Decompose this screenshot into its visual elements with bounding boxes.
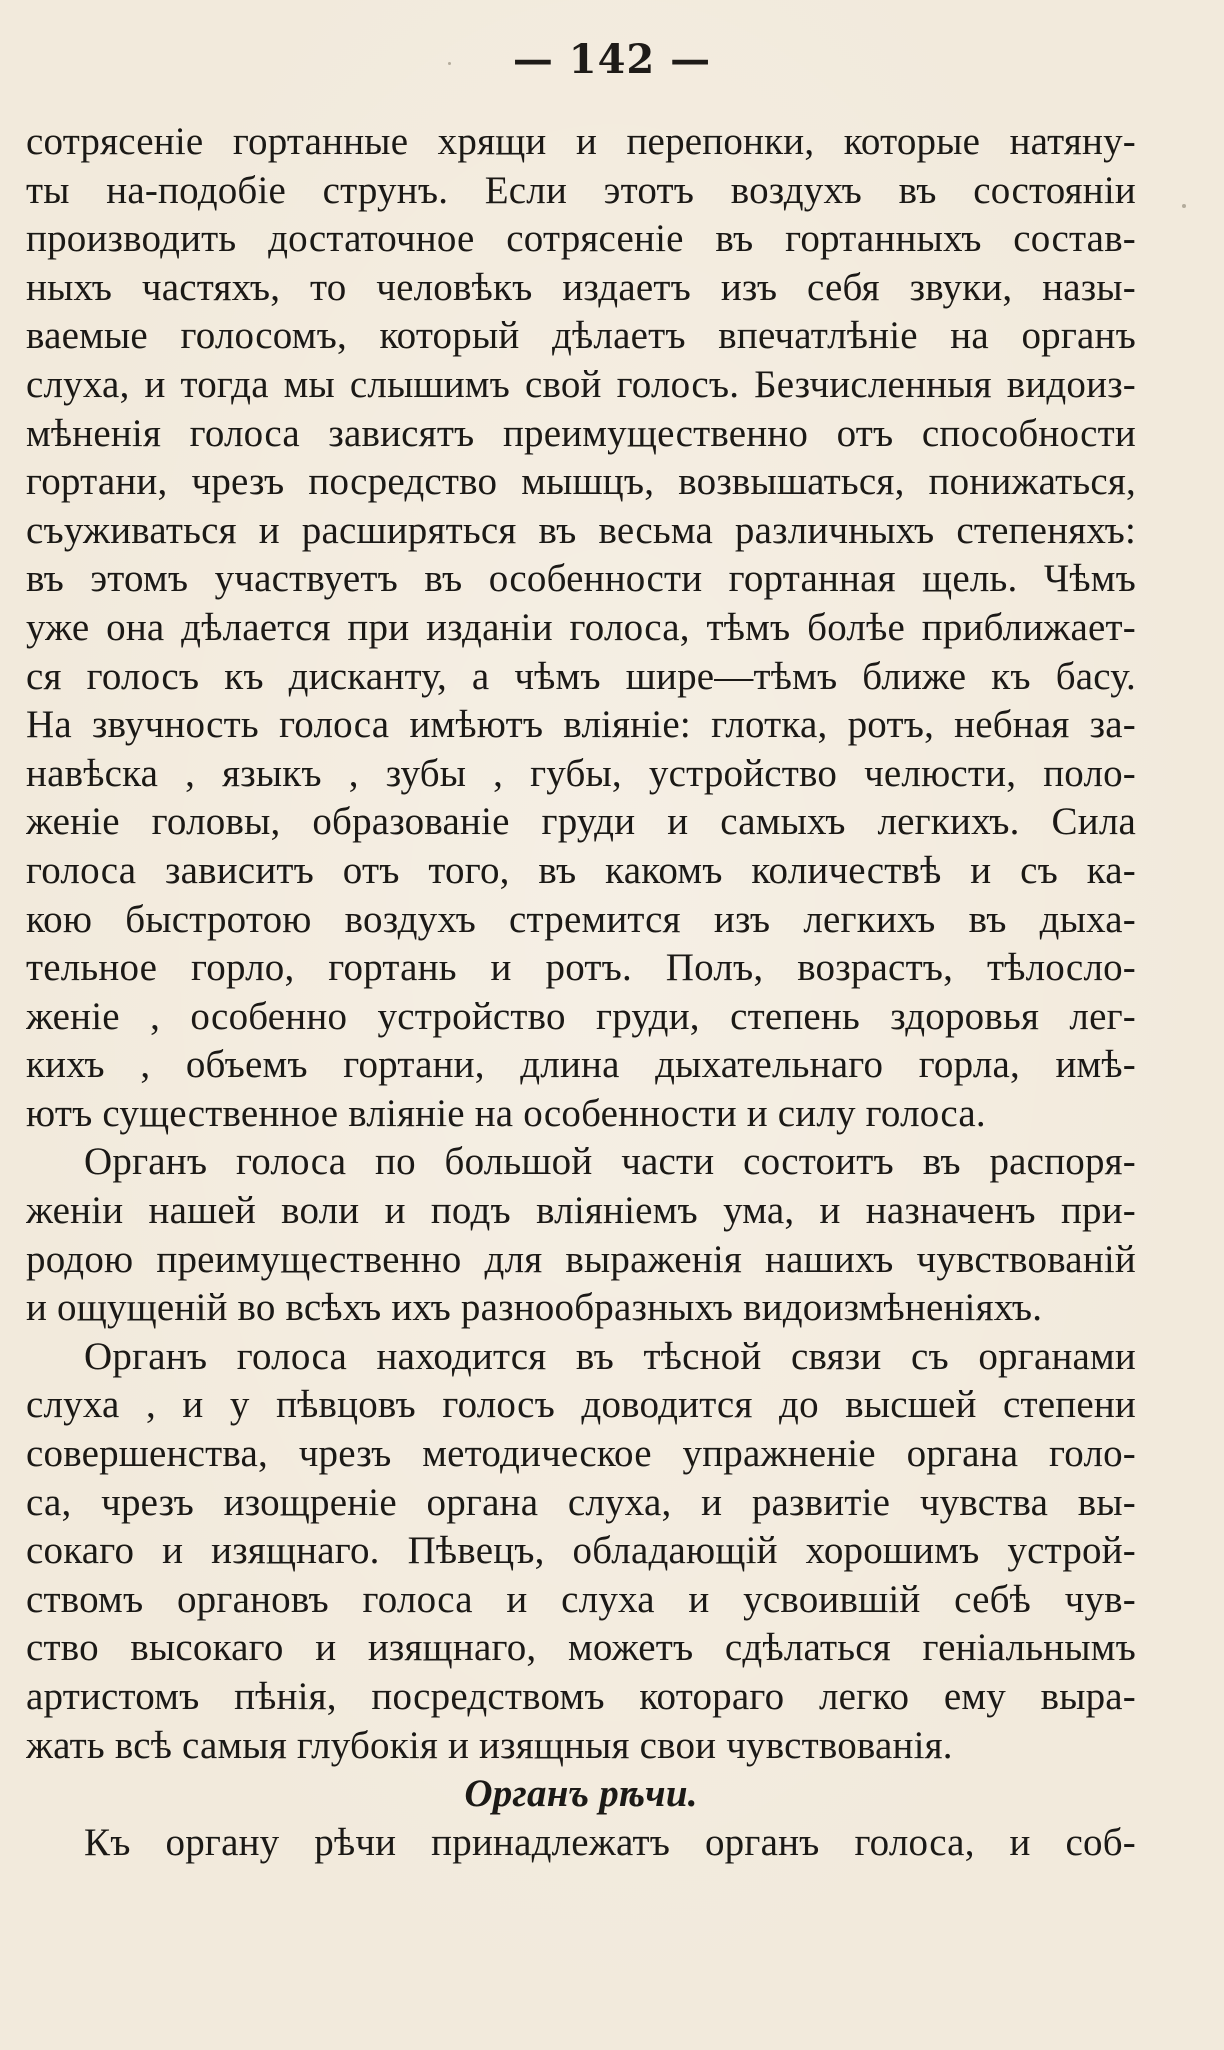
section-heading: Органъ рѣчи. (464, 1772, 698, 1816)
text-line: ство высокаго и изящнаго, можетъ сдѣлаться геніальнымъ (26, 1626, 1136, 1670)
text-line: ваемые голосомъ, который дѣлаетъ впечатлѣніе на органъ (26, 314, 1136, 358)
text-line: навѣска , языкъ , зубы , губы, устройство челюсти, поло- (26, 751, 1136, 795)
text-line: женіе головы, образованіе груди и самыхъ легкихъ. Сила (26, 800, 1136, 844)
text-line: Къ органу рѣчи принадлежатъ органъ голоса, и соб- (84, 1820, 1136, 1864)
text-line: кихъ , объемъ гортани, длина дыхательнаго горла, имѣ- (26, 1043, 1136, 1087)
text-line: ютъ существенное вліяніе на особенности и силу голоса. (26, 1091, 986, 1135)
text-line: артистомъ пѣнія, посредствомъ котораго легко ему выра- (26, 1675, 1136, 1718)
text-line: съуживаться и расширяться въ весьма различныхъ степеняхъ: (26, 508, 1136, 552)
text-line: тельное горло, гортань и ротъ. Полъ, возрастъ, тѣлосло- (26, 946, 1136, 990)
text-line: ныхъ частяхъ, то человѣкъ издаетъ изъ себя звуки, назы- (26, 265, 1136, 309)
text-line: сокаго и изящнаго. Пѣвецъ, обладающій хорошимъ устрой- (26, 1529, 1136, 1573)
paper-speck (448, 62, 451, 65)
body-text (26, 118, 1136, 1867)
text-line: голоса зависитъ отъ того, въ какомъ количествѣ и съ ка- (26, 848, 1136, 892)
text-line: совершенства, чрезъ методическое упражненіе органа голо- (26, 1432, 1136, 1476)
text-line: женіе , особенно устройство груди, степень здоровья лег- (26, 994, 1136, 1038)
text-line: родою преимущественно для выраженія нашихъ чувствованій (26, 1237, 1136, 1281)
text-line: Органъ голоса находится въ тѣсной связи съ органами (84, 1334, 1136, 1378)
text-line: и ощущеній во всѣхъ ихъ разнообразныхъ видоизмѣненіяхъ. (26, 1286, 1043, 1330)
text-line: Органъ голоса по большой части состоитъ въ распоря- (84, 1140, 1136, 1184)
text-line: мѣненія голоса зависятъ преимущественно отъ способности (26, 411, 1136, 455)
text-line: ты на-подобіе струнъ. Если этотъ воздухъ въ состояніи (26, 168, 1136, 212)
text-line: ствомъ органовъ голоса и слуха и усвоившій себѣ чув- (26, 1577, 1136, 1621)
page-number: — 142 — (512, 36, 712, 83)
text-line: сотрясеніе гортанные хрящи и перепонки, которые натяну- (26, 120, 1136, 163)
text-line: слуха , и у пѣвцовъ голосъ доводится до высшей степени (26, 1383, 1136, 1427)
text-line: На звучность голоса имѣютъ вліяніе: глотка, ротъ, небная за- (26, 703, 1136, 747)
paper-speck (1182, 204, 1186, 208)
text-line: женіи нашей воли и подъ вліяніемъ ума, и назначенъ при- (26, 1189, 1136, 1233)
text-line: уже она дѣлается при изданіи голоса, тѣмъ болѣе приближает- (26, 605, 1136, 649)
text-line: слуха, и тогда мы слышимъ свой голосъ. Безчисленныя видоиз- (26, 362, 1136, 406)
text-line: жать всѣ самыя глубокія и изящныя свои чувствованія. (26, 1723, 953, 1767)
text-line: въ этомъ участвуетъ въ особенности гортанная щель. Чѣмъ (26, 557, 1136, 601)
text-line: гортани, чрезъ посредство мышцъ, возвышаться, понижаться, (26, 460, 1136, 504)
text-line: са, чрезъ изощреніе органа слуха, и развитіе чувства вы- (26, 1480, 1136, 1524)
text-line: производить достаточное сотрясеніе въ гортанныхъ состав- (26, 217, 1136, 261)
text-line: кою быстротою воздухъ стремится изъ легкихъ въ дыха- (26, 897, 1136, 941)
text-line: ся голосъ къ дисканту, а чѣмъ шире—тѣмъ ближе къ басу. (26, 654, 1136, 698)
